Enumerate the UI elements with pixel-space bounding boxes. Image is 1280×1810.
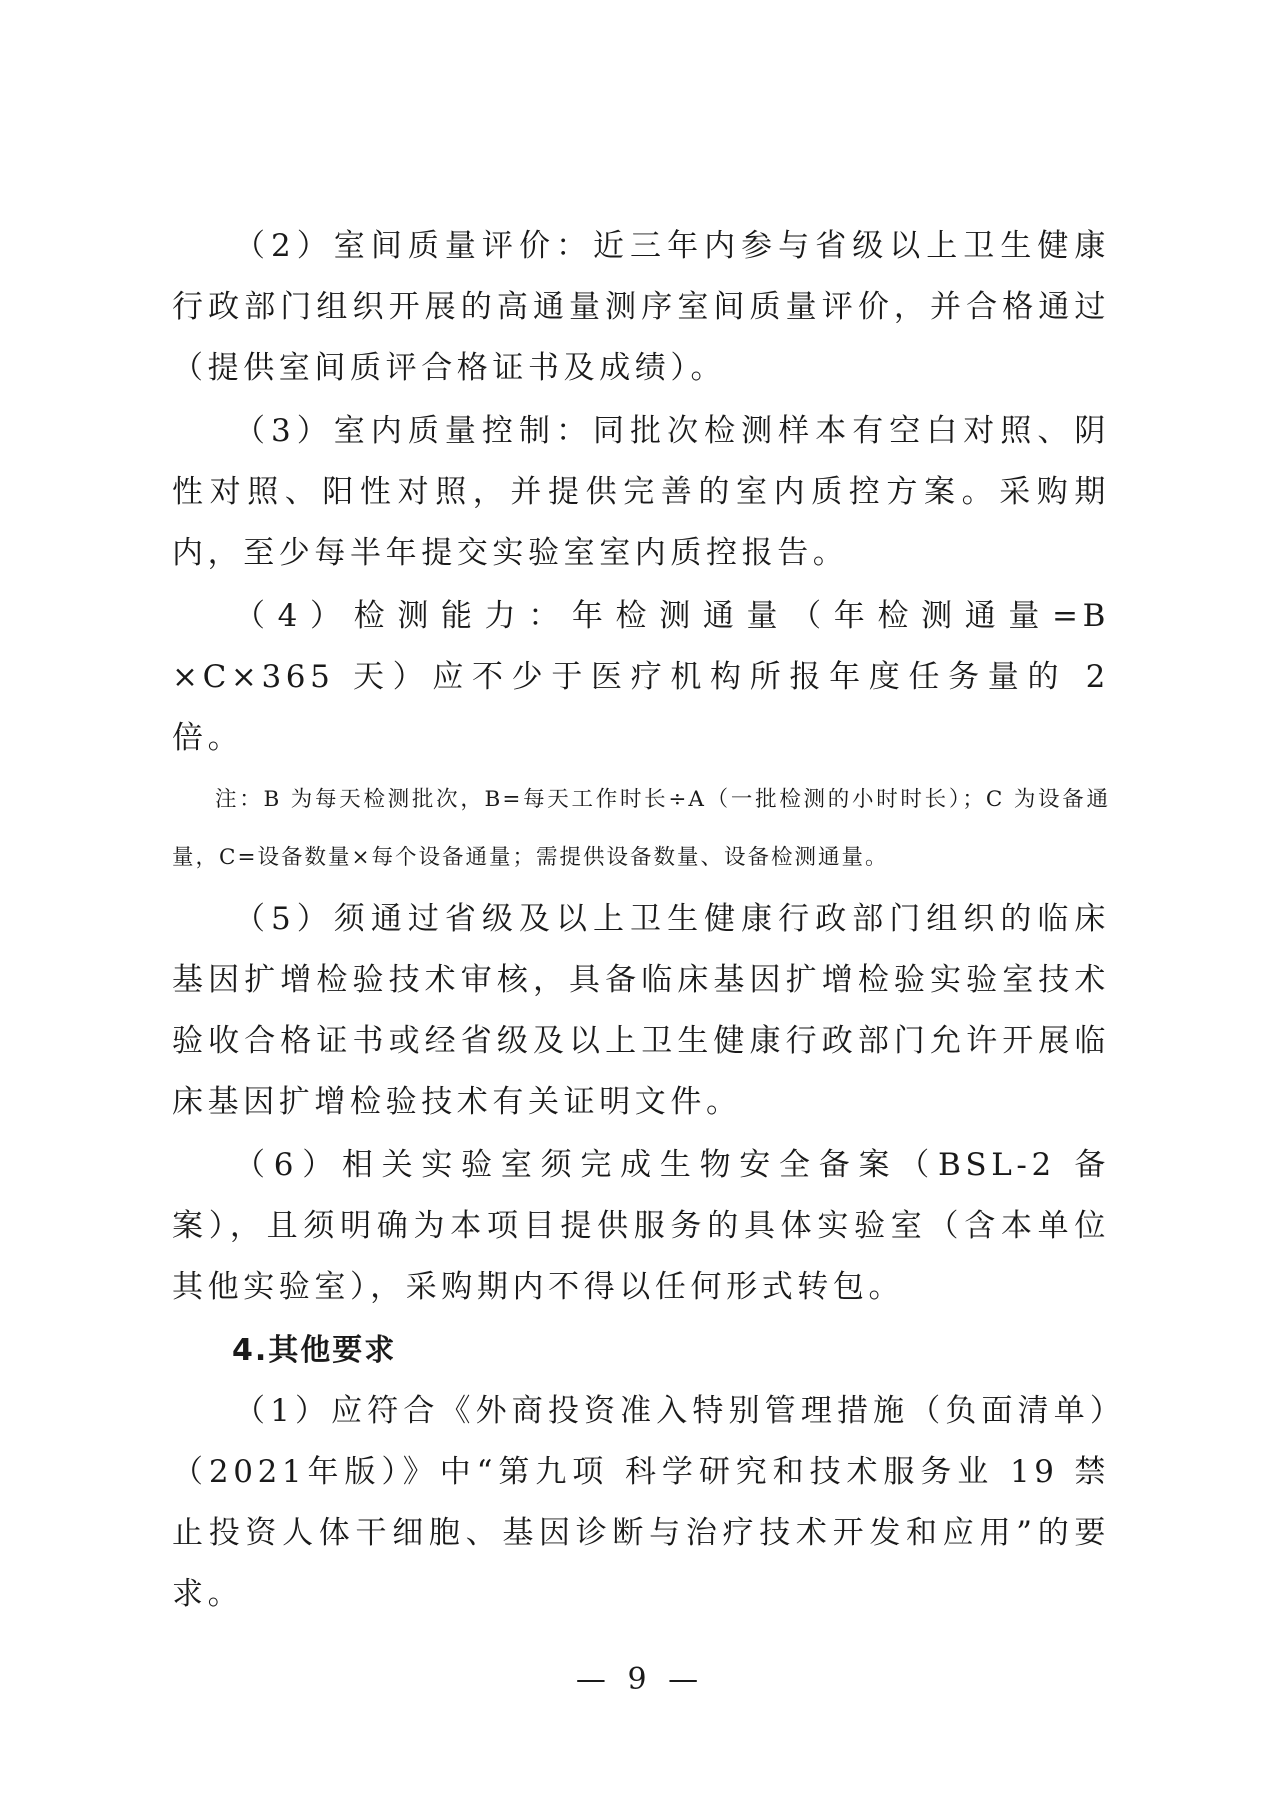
section-heading: 4.其他要求 [232, 1333, 397, 1368]
paragraph-item-3: （3）室内质量控制：同批次检测样本有空白对照、阴性对照、阳性对照，并提供完善的室内质控方案。采购期内，至少每半年提交实验室室内质控报告。 [172, 413, 1110, 571]
paragraph-item-5: （5）须通过省级及以上卫生健康行政部门组织的临床基因扩增检验技术审核，具备临床基因扩增检验实验室技术验收合格证书或经省级及以上卫生健康行政部门允许开展临床基因扩增检验技术有关证明文件。 [172, 901, 1110, 1120]
paragraph-item-2: （2）室间质量评价：近三年内参与省级以上卫生健康行政部门组织开展的高通量测序室间质量评价，并合格通过（提供室间质评合格证书及成绩）。 [172, 228, 1110, 386]
paragraph-item-4: （4）检测能力：年检测通量（年检测通量=B ×C×365 天）应不少于医疗机构所报年度任务量的 2 倍。 [172, 598, 1110, 756]
footnote-text: 注：B 为每天检测批次，B=每天工作时长÷A（一批检测的小时时长）；C 为设备通量，C=设备数量×每个设备通量；需提供设备数量、设备检测通量。 [172, 787, 1110, 870]
document-body [172, 216, 1110, 1627]
paragraph-item-6: （6）相关实验室须完成生物安全备案（BSL-2 备案），且须明确为本项目提供服务的具体实验室（含本单位其他实验室），采购期内不得以任何形式转包。 [172, 1147, 1110, 1305]
page-number: — 9 — [575, 1662, 705, 1697]
section-paragraph-item-1: （1）应符合《外商投资准入特别管理措施（负面清单）（2021年版）》中“第九项 科学研究和技术服务业 19 禁止投资人体干细胞、基因诊断与治疗技术开发和应用”的要求。 [172, 1393, 1110, 1612]
